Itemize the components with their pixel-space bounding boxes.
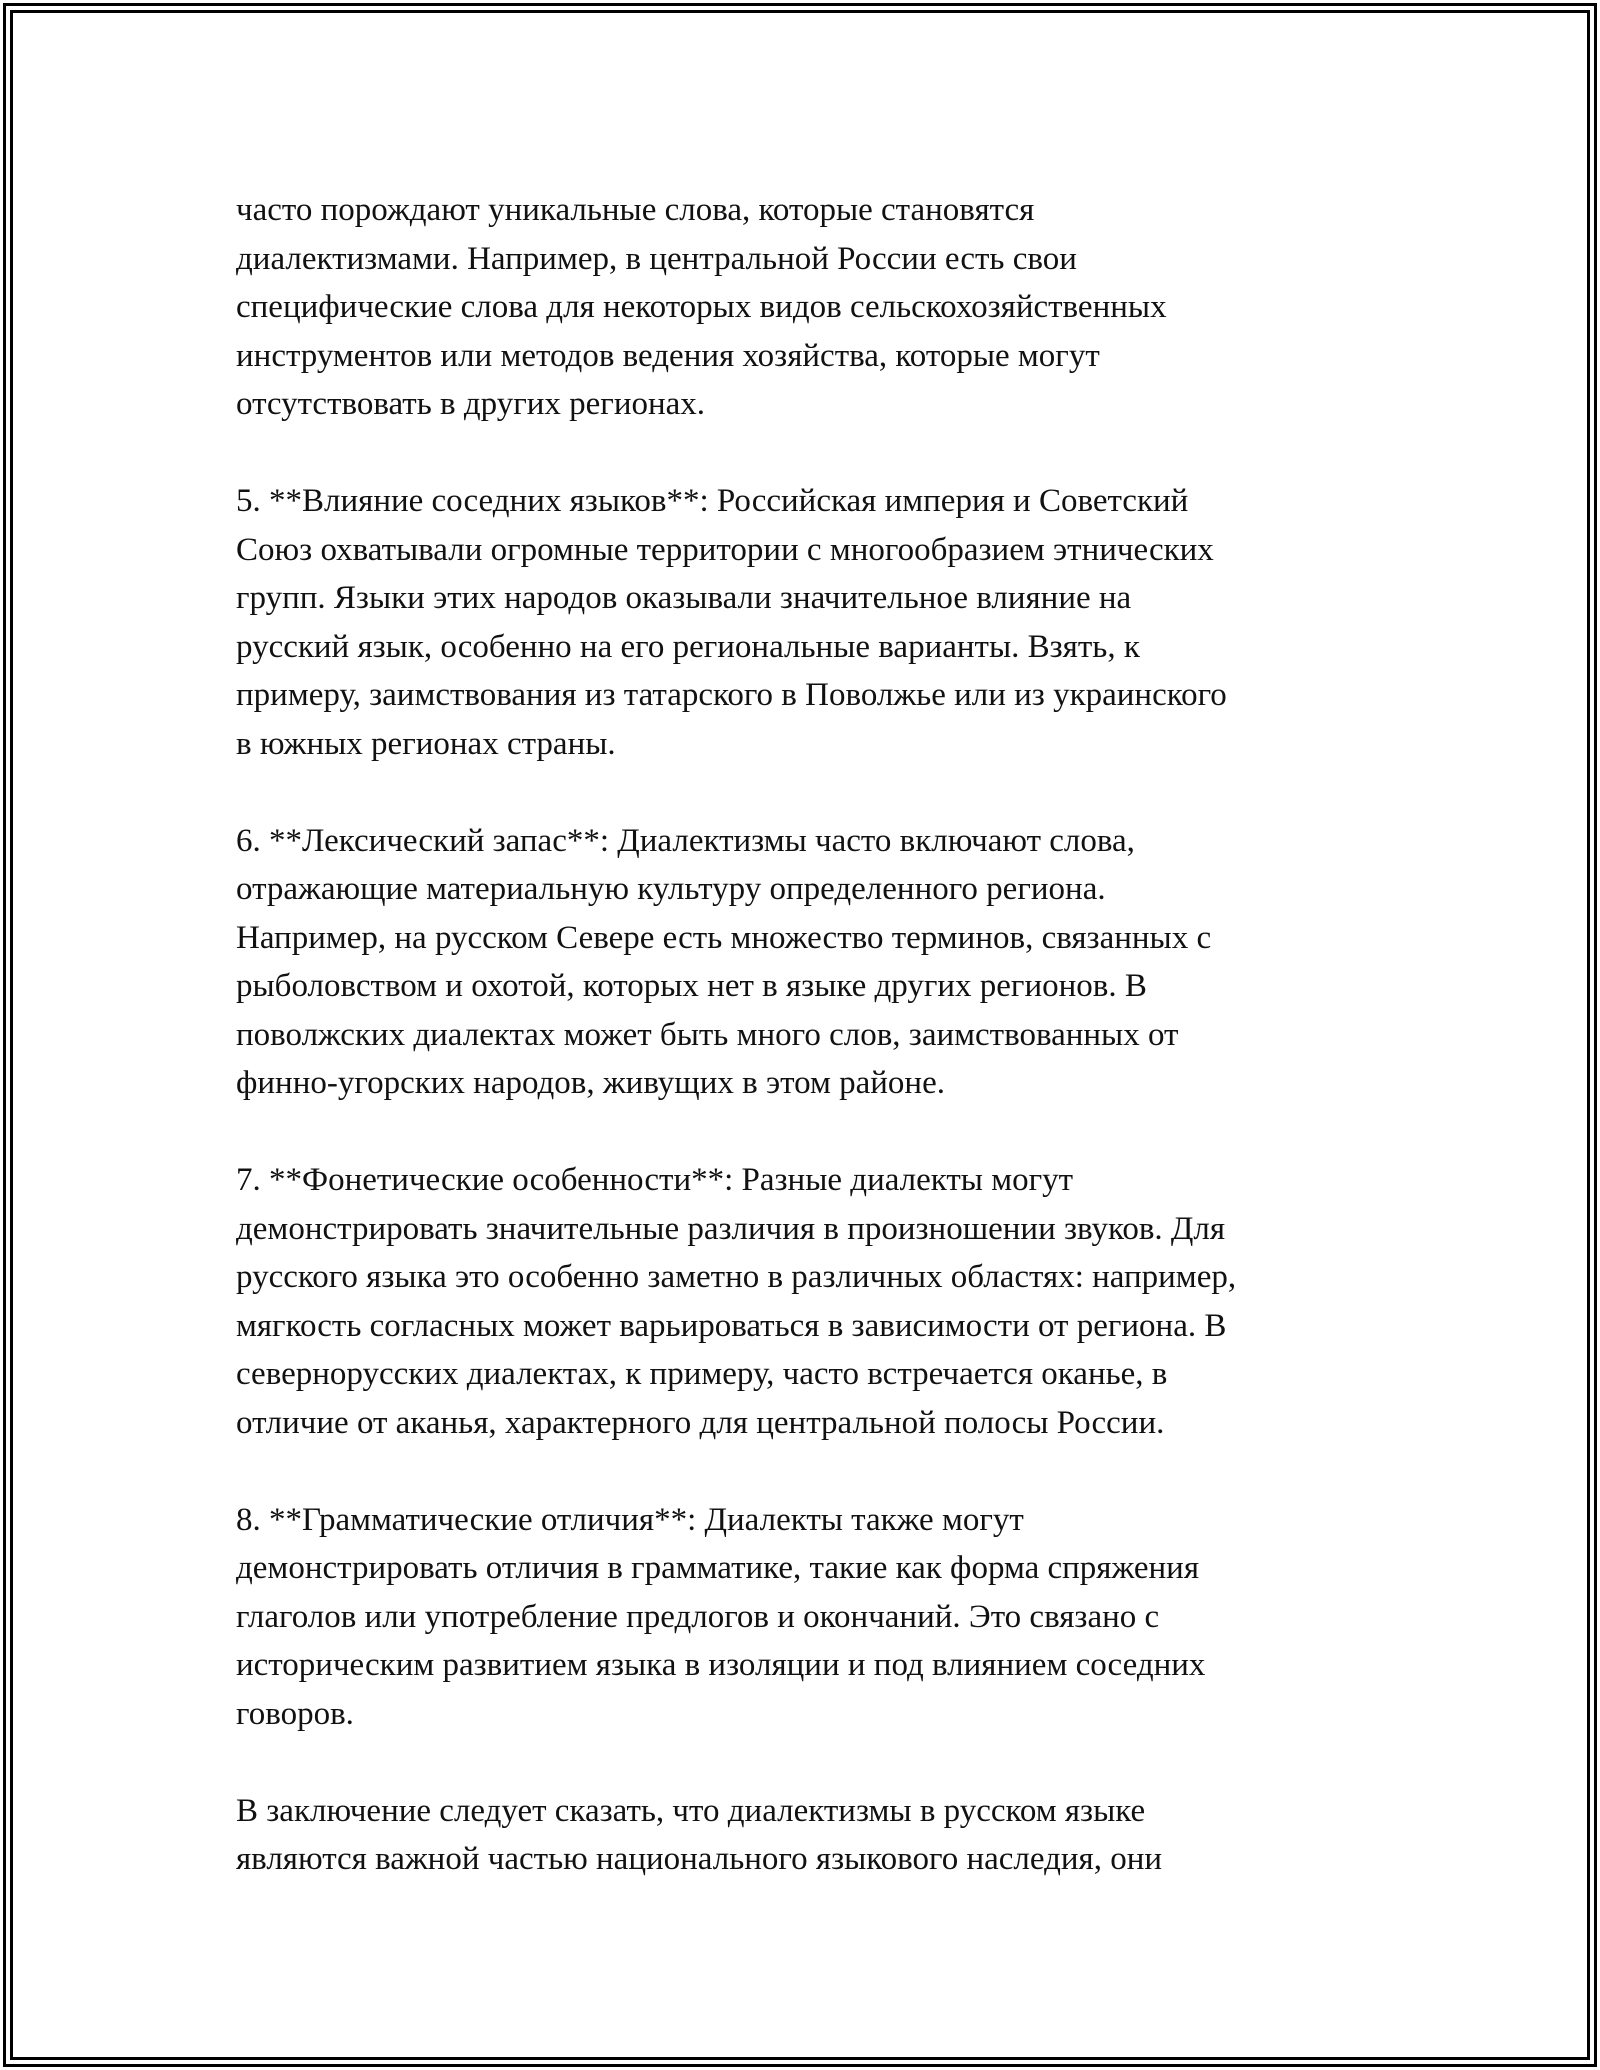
text-line: говоров. [236, 1695, 354, 1732]
text-line: историческим развитием языка в изоляции и под влиянием соседних [236, 1647, 1206, 1683]
paragraph-gap [236, 1108, 1366, 1157]
paragraph-item-8 [236, 1496, 1366, 1739]
text-line: часто порождают уникальные слова, которые становятся [236, 192, 1035, 228]
text-line: финно-угорских народов, живущих в этом районе. [236, 1065, 945, 1101]
text-line: русского языка это особенно заметно в различных областях: например, [236, 1259, 1237, 1295]
document-body [236, 186, 1366, 1884]
paragraph-item-5 [236, 477, 1366, 768]
text-line: 6. **Лексический запас**: Диалектизмы часто включают слова, [236, 822, 1135, 859]
text-line: поволжских диалектах может быть много слов, заимствованных от [236, 1016, 1179, 1053]
text-line: 7. **Фонетические особенности**: Разные диалекты могут [236, 1162, 1074, 1198]
paragraph-conclusion [236, 1787, 1366, 1884]
paragraph-gap [236, 768, 1366, 817]
paragraph-gap [236, 429, 1366, 478]
text-line: демонстрировать значительные различия в произношении звуков. Для [236, 1210, 1226, 1247]
text-line: русский язык, особенно на его региональные варианты. Взять, к [236, 628, 1140, 665]
text-line: отличие от аканья, характерного для центральной полосы России. [236, 1404, 1165, 1441]
text-line: рыболовством и охотой, которых нет в языке других регионов. В [236, 968, 1147, 1004]
text-line: диалектизмами. Например, в центральной России есть свои [236, 240, 1077, 277]
text-line: специфические слова для некоторых видов сельскохозяйственных [236, 289, 1167, 325]
text-line: отражающие материальную культуру определенного региона. [236, 871, 1106, 907]
text-line: глаголов или употребление предлогов и окончаний. Это связано с [236, 1598, 1160, 1635]
paragraph-continuation [236, 186, 1366, 429]
text-line: инструментов или методов ведения хозяйства, которые могут [236, 337, 1100, 374]
text-line: мягкость согласных может варьироваться в зависимости от региона. В [236, 1307, 1227, 1344]
text-line: в южных регионах страны. [236, 725, 616, 762]
text-line: 8. **Грамматические отличия**: Диалекты также могут [236, 1501, 1024, 1538]
paragraph-gap [236, 1447, 1366, 1496]
paragraph-item-6 [236, 817, 1366, 1108]
text-line: групп. Языки этих народов оказывали значительное влияние на [236, 580, 1132, 616]
text-line: демонстрировать отличия в грамматике, такие как форма спряжения [236, 1550, 1199, 1586]
paragraph-gap [236, 1738, 1366, 1787]
text-line: севернорусских диалектах, к примеру, часто встречается оканье, в [236, 1356, 1168, 1392]
text-line: 5. **Влияние соседних языков**: Российская империя и Советский [236, 483, 1189, 519]
text-line: В заключение следует сказать, что диалектизмы в русском языке [236, 1792, 1146, 1829]
text-line: Например, на русском Севере есть множество терминов, связанных с [236, 919, 1212, 956]
text-line: отсутствовать в других регионах. [236, 386, 706, 422]
text-line: примеру, заимствования из татарского в Поволжье или из украинского [236, 677, 1227, 713]
paragraph-item-7 [236, 1156, 1366, 1447]
text-line: Союз охватывали огромные территории с многообразием этнических [236, 531, 1214, 568]
text-line: являются важной частью национального языкового наследия, они [236, 1841, 1163, 1877]
